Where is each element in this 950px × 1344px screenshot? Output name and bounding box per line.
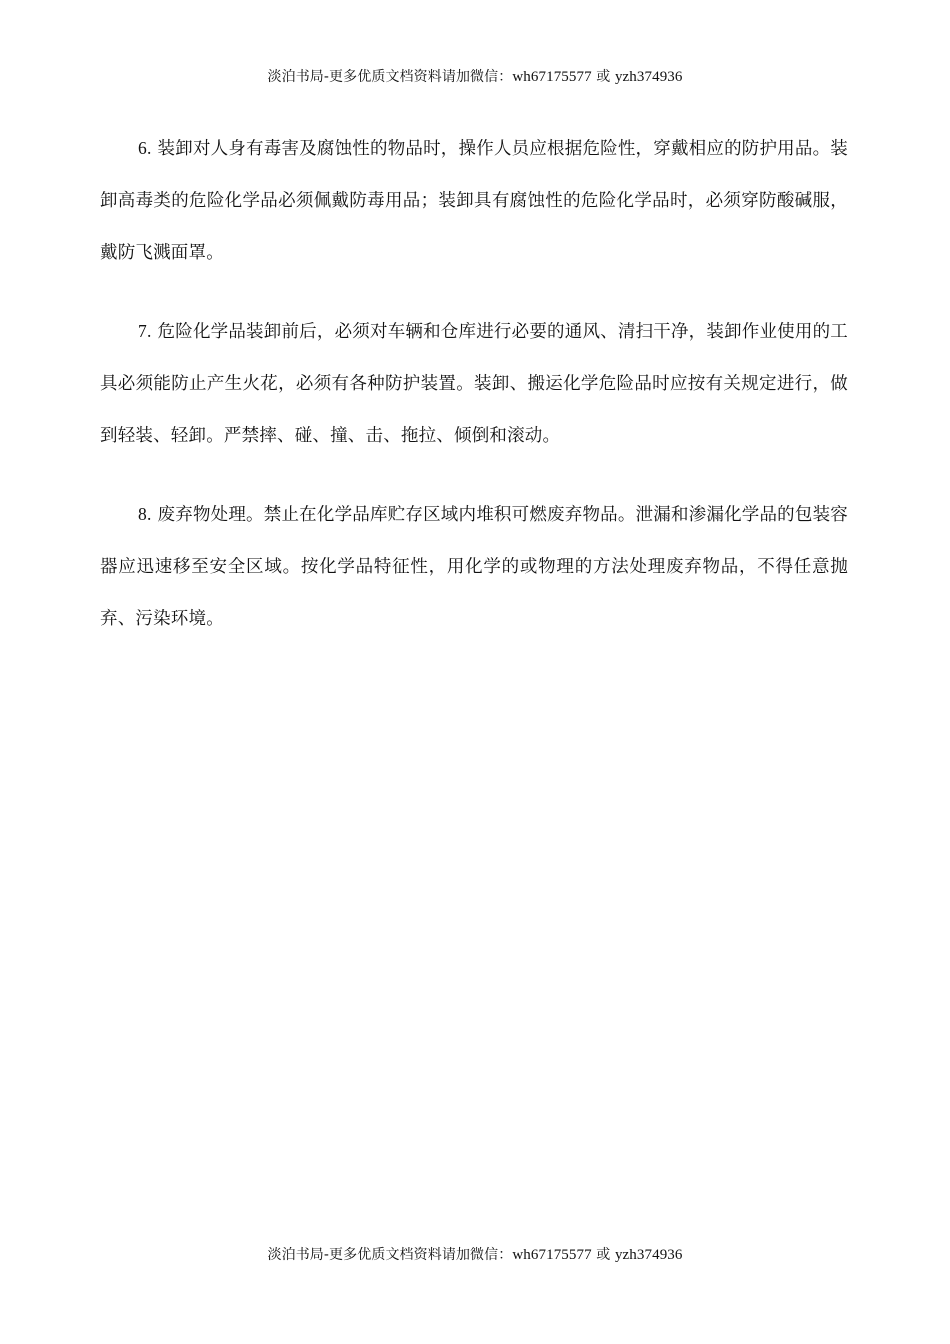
page-footer bbox=[0, 1245, 950, 1265]
footer-or: 或 bbox=[596, 1247, 611, 1263]
paragraph-7 bbox=[100, 305, 848, 462]
paragraph-text: 危险化学品装卸前后，必须对车辆和仓库进行必要的通风、清扫干净，装卸作业使用的工具必须能防止产生火花，必须有各种防护装置。装卸、搬运化学危险品时应按有关规定进行，做到轻装、轻卸。严禁摔、碰、撞、击、拖拉、倾倒和滚动。 bbox=[100, 322, 848, 446]
header-text: 淡泊书局-更多优质文档资料请加微信： bbox=[267, 69, 513, 85]
footer-wechat-id: wh67175577 bbox=[512, 1247, 592, 1263]
paragraph-number: 6. bbox=[138, 138, 152, 158]
paragraph-8 bbox=[100, 488, 848, 645]
page-header bbox=[0, 67, 950, 87]
footer-text: 淡泊书局-更多优质文档资料请加微信： bbox=[267, 1247, 513, 1263]
header-wechat-id-2: yzh374936 bbox=[614, 69, 683, 85]
paragraph-number: 7. bbox=[138, 321, 152, 341]
paragraph-text: 废弃物处理。禁止在化学品库贮存区域内堆积可燃废弃物品。泄漏和渗漏化学品的包装容器应迅速移至安全区域。按化学品特征性，用化学的或物理的方法处理废弃物品，不得任意抛弃、污染环境。 bbox=[100, 505, 848, 629]
paragraph-text: 装卸对人身有毒害及腐蚀性的物品时，操作人员应根据危险性，穿戴相应的防护用品。装卸高毒类的危险化学品必须佩戴防毒用品；装卸具有腐蚀性的危险化学品时，必须穿防酸碱服，戴防飞溅面罩。 bbox=[100, 139, 848, 263]
paragraph-6 bbox=[100, 122, 848, 279]
header-wechat-id: wh67175577 bbox=[512, 69, 592, 85]
header-or: 或 bbox=[596, 69, 611, 85]
paragraph-number: 8. bbox=[138, 504, 152, 524]
footer-wechat-id-2: yzh374936 bbox=[614, 1247, 683, 1263]
document-body bbox=[100, 122, 848, 671]
